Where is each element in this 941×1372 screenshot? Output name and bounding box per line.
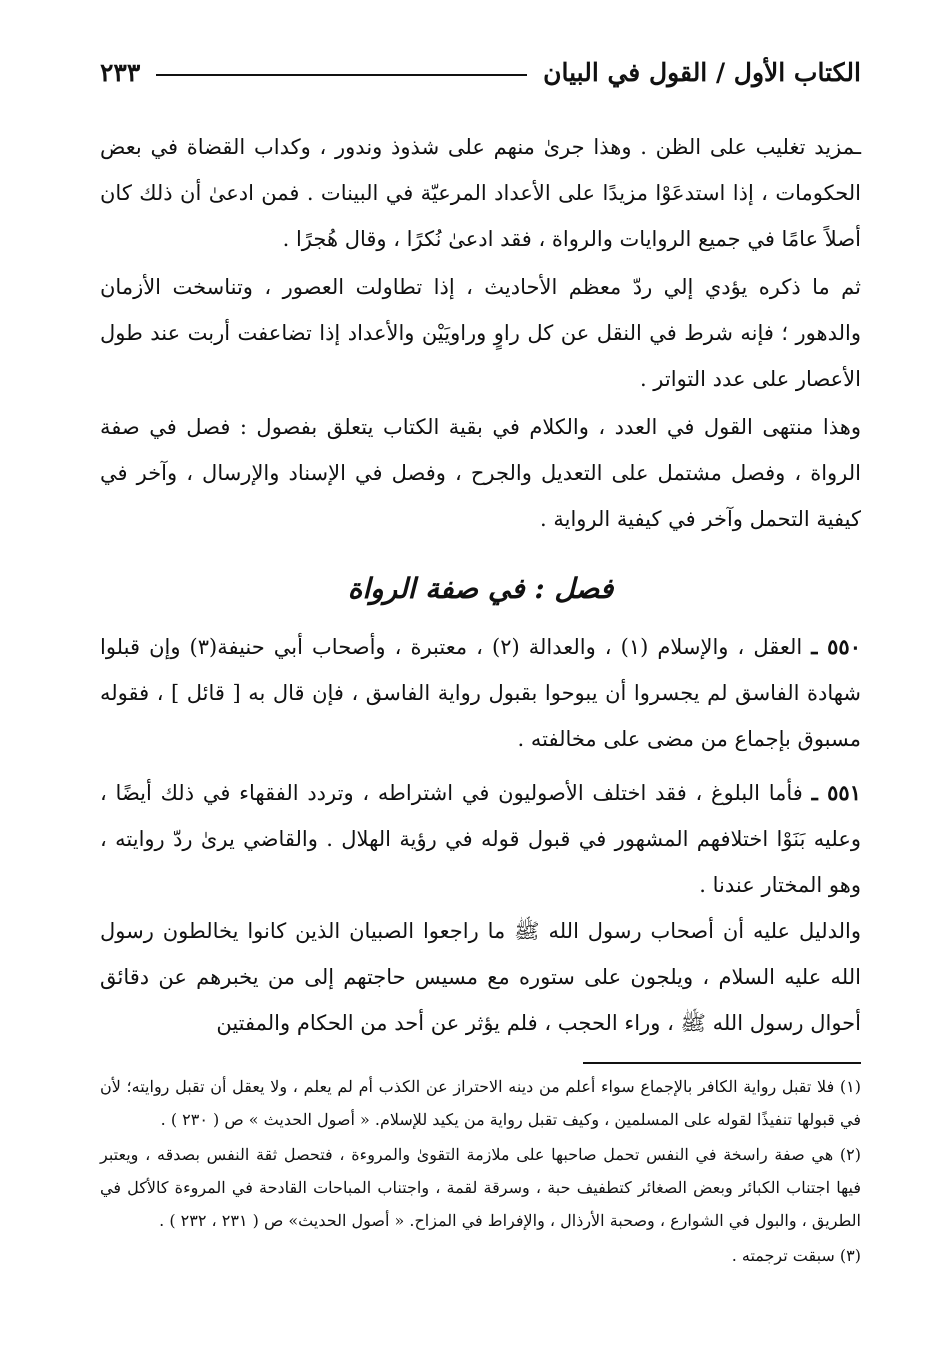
paragraph-2: ثم ما ذكره يؤدي إلي ردّ معظم الأحاديث ، إذا تطاولت العصور ، وتناسخت الأزمان والدهور ؛ فإنه شرط في النقل عن كل راوٍ وراويَيْن والأعداد إذا تضاعفت أربت عند طول الأعصار على عدد التواتر . (100, 275, 861, 391)
paragraph-evidence: والدليل عليه أن أصحاب رسول الله ﷺ ما راجعوا الصبيان الذين كانوا يخالطون رسول الله عليه السلام ، ويلجون على ستوره مع مسيس حاجتهم إلى من يخبرهم عن دقائق أحوال رسول الله ﷺ ، وراء الحجب ، فلم يؤثر عن أحد من الحكام والمفتين (100, 919, 861, 1035)
item-number-551: ٥٥١ ـ (811, 780, 861, 805)
header-title: الكتاب الأول / القول في البيان (543, 57, 861, 87)
paragraph-551 (100, 770, 861, 908)
paragraph-551-text: فأما البلوغ ، فقد اختلف الأصوليون في اشتراطه ، وتردد الفقهاء في ذلك أيضًا ، وعليه بَنَوْا اختلافهم المشهور في قبول قوله في رؤية الهلال . والقاضي يرىٰ ردّ روايته ، وهو المختار عندنا . (100, 781, 861, 897)
item-number-550: ٥٥٠ ـ (811, 634, 861, 659)
footnote-3: (٣) سبقت ترجمته . (731, 1246, 861, 1265)
footnote-separator (583, 1062, 861, 1064)
paragraph-550-text: العقل ، والإسلام (١) ، والعدالة (٢) ، معتبرة ، وأصحاب أبي حنيفة(٣) وإن قبلوا شهادة الفاسق لم يجسروا أن يبوحوا بقبول رواية الفاسق ، فإن قال به [ قائل ] ، فقوله مسبوق بإجماع من مضى على مخالفته . (100, 635, 861, 751)
running-header (100, 50, 861, 94)
page-number: ٢٣٣ (100, 57, 141, 87)
header-rule (156, 74, 527, 76)
paragraph-550 (100, 624, 861, 762)
footnotes (100, 1070, 861, 1274)
footnote-1: (١) فلا تقبل رواية الكافر بالإجماع سواء أعلم من دينه الاحتراز عن الكذب أم لم يعلم ، ولا يعقل أن تقبل روايته؛ لأن في قبولها تنفيذًا لقوله على المسلمين ، وكيف تقبل رواية من يكيد للإسلام. « أصول الحديث » ص ( ٢٣٠ ) . (100, 1077, 861, 1129)
section-title: فصل : في صفة الرواة (347, 572, 614, 605)
paragraph-3: وهذا منتهى القول في العدد ، والكلام في بقية الكتاب يتعلق بفصول : فصل في صفة الرواة ، وفصل مشتمل على التعديل والجرح ، وفصل في الإسناد والإرسال ، وآخر في كيفية التحمل وآخر في كيفية الرواية . (100, 415, 861, 531)
footnote-2: (٢) هي صفة راسخة في النفس تحمل صاحبها على ملازمة التقوىٰ والمروءة ، فتحصل ثقة النفس بصدقه ، ويعتبر فيها اجتناب الكبائر وبعض الصغائر كتطفيف حبة ، وسرقة لقمة ، واجتناب المباحات القادحة في المروءة كالأكل في الطريق ، والبول في الشوارع ، وصحبة الأرذال ، والإفراط في المزاح. « أصول الحديث» ص ( ٢٣١ ، ٢٣٢ ) . (100, 1145, 861, 1230)
paragraph-1: ـمزيد تغليب على الظن . وهذا جرىٰ منهم على شذوذ وندور ، وكداب القضاة في بعض الحكومات ، إذا استدعَوْا مزيدًا على الأعداد المرعيّة في البينات . فمن ادعىٰ أن ذلك كان أصلاً عامًا في جميع الروايات والرواة ، فقد ادعىٰ نُكرًا ، وقال هُجرًا . (100, 135, 861, 251)
